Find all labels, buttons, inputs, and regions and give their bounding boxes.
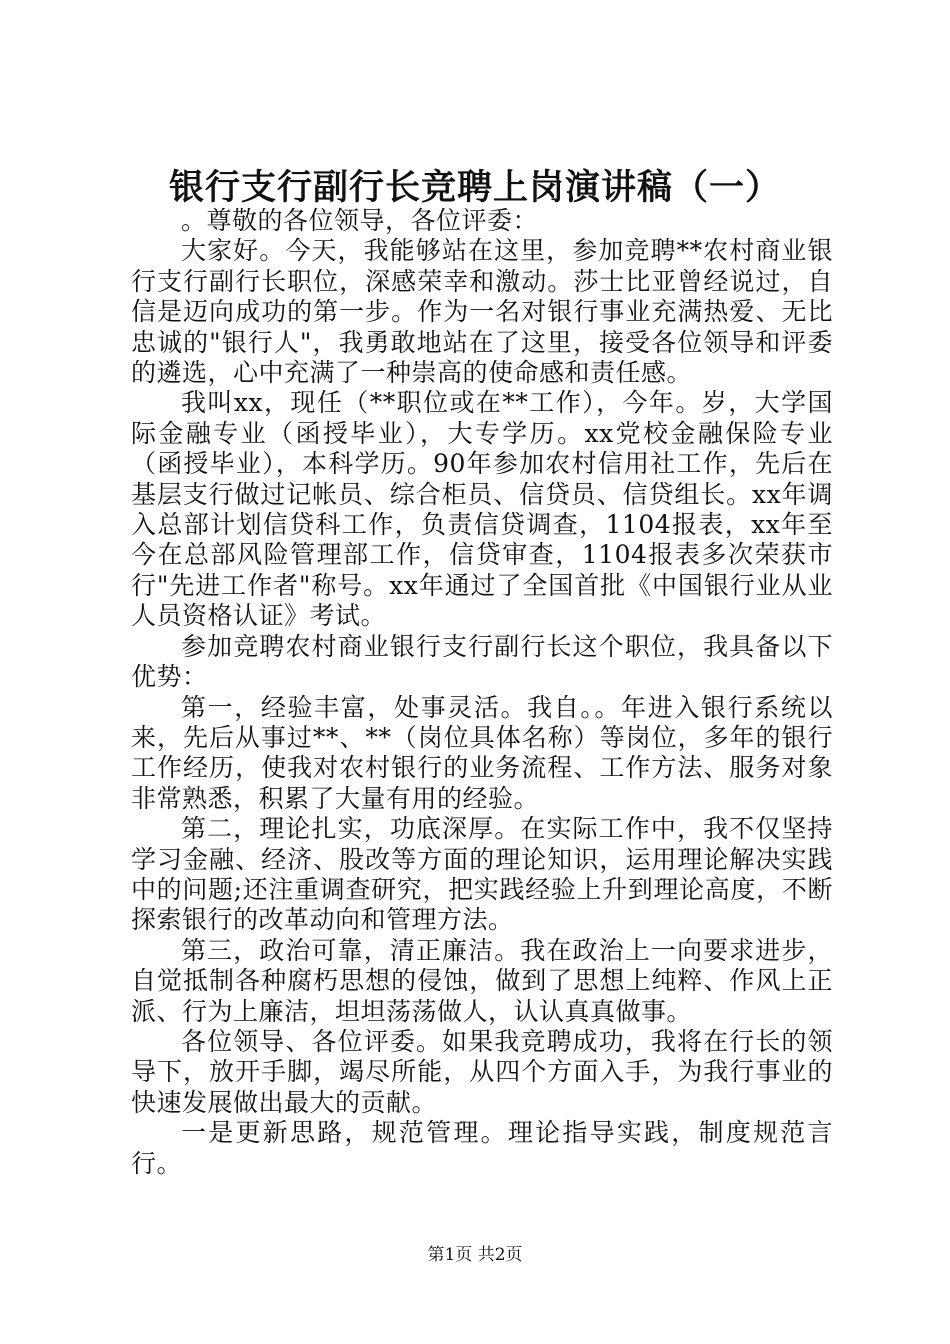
document-title: 银行支行副行长竞聘上岗演讲稿（一） — [168, 167, 781, 208]
body-paragraph: 参加竞聘农村商业银行支行副行长这个职位，我具备以下优势： — [131, 631, 833, 692]
document-body — [131, 206, 833, 1179]
body-paragraph: 第二，理论扎实，功底深厚。在实际工作中，我不仅坚持学习金融、经济、股改等方面的理论知识，运用理论解决实践中的问题;还注重调查研究，把实践经验上升到理论高度，不断探索银行的改革动向和管理方法。 — [131, 814, 833, 935]
body-paragraph: 我叫xx，现任（**职位或在**工作），今年。岁，大学国际金融专业（函授毕业），大专学历。xx党校金融保险专业（函授毕业），本科学历。90年参加农村信用社工作，先后在基层支行做过记帐员、综合柜员、信贷员、信贷组长。xx年调入总部计划信贷科工作，负责信贷调查，1104报表，xx年至今在总部风险管理部工作，信贷审查，1104报表多次荣获市行"先进工作者"称号。xx年通过了全国首批《中国银行业从业人员资格认证》考试。 — [131, 388, 833, 631]
body-paragraph: 第三，政治可靠，清正廉洁。我在政治上一向要求进步，自觉抵制各种腐朽思想的侵蚀，做到了思想上纯粹、作风上正派、行为上廉洁，坦坦荡荡做人，认认真真做事。 — [131, 935, 833, 1026]
body-paragraph: 第一，经验丰富，处事灵活。我自。。年进入银行系统以来，先后从事过**、**（岗位具体名称）等岗位，多年的银行工作经历，使我对农村银行的业务流程、工作方法、服务对象非常熟悉，积累了大量有用的经验。 — [131, 692, 833, 813]
body-paragraph: 各位领导、各位评委。如果我竞聘成功，我将在行长的领导下，放开手脚，竭尽所能，从四个方面入手，为我行事业的快速发展做出最大的贡献。 — [131, 1026, 833, 1117]
body-paragraph: 一是更新思路，规范管理。理论指导实践，制度规范言行。 — [131, 1118, 833, 1178]
salutation-paragraph: 。尊敬的各位领导，各位评委： — [181, 206, 539, 235]
body-paragraph: 大家好。今天，我能够站在这里，参加竞聘**农村商业银行支行副行长职位，深感荣幸和激动。莎士比亚曾经说过，自信是迈向成功的第一步。作为一名对银行事业充满热爱、无比忠诚的"银行人"，我勇敢地站在了这里，接受各位领导和评委的遴选，心中充满了一种崇高的使命感和责任感。 — [131, 236, 833, 388]
page-number-footer: 第1页 共2页 — [427, 1245, 523, 1265]
